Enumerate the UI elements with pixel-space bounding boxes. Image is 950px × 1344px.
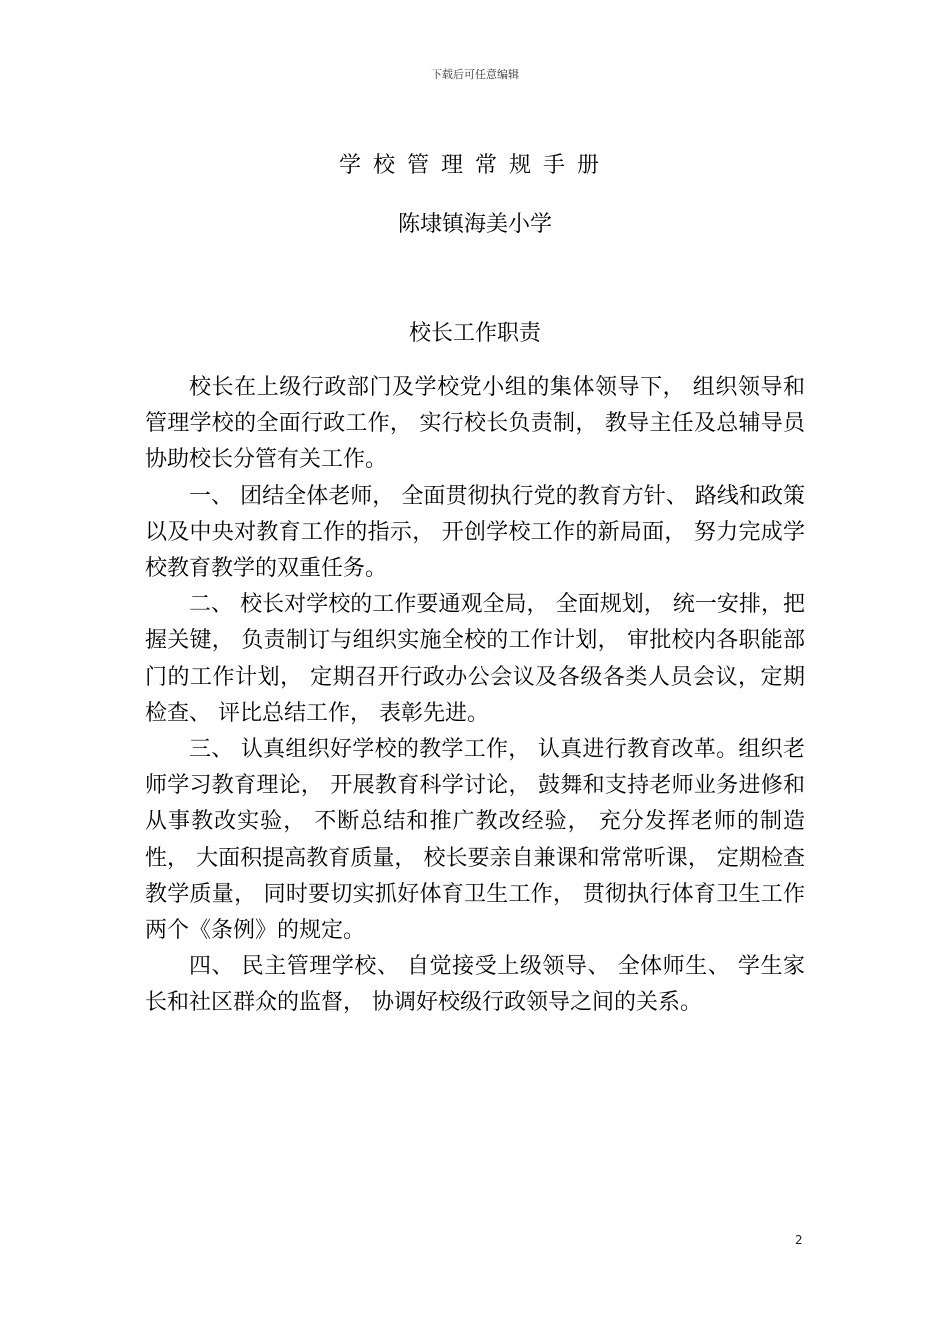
paragraph-item-3: 三、 认真组织好学校的教学工作， 认真进行教育改革。组织老师学习教育理论， 开展教育科学讨论， 鼓舞和支持老师业务进修和从事教改实验， 不断总结和推广教改经验， 充分发挥老师的制造性， 大面积提高教育质量， 校长要亲自兼课和常常听课， 定期检查教学质量， 同时要切实抓好体育卫生工作， 贯彻执行体育卫生工作两个《条例》的规定。	[145, 737, 805, 944]
body-text	[145, 370, 805, 1022]
document-title: 学校管理常规手册	[338, 153, 611, 178]
page-number: 2	[795, 1233, 803, 1247]
header-note: 下载后可任意编辑	[431, 68, 519, 81]
paragraph-item-4: 四、 民主管理学校、 自觉接受上级领导、 全体师生、 学生家长和社区群众的监督， 协调好校级行政领导之间的关系。	[145, 954, 805, 1016]
paragraph-item-1: 一、 团结全体老师， 全面贯彻执行党的教育方针、 路线和政策以及中央对教育工作的指示， 开创学校工作的新局面， 努力完成学校教育教学的双重任务。	[145, 483, 805, 582]
section-title: 校长工作职责	[408, 321, 541, 346]
paragraph-item-2: 二、 校长对学校的工作要通观全局， 全面规划， 统一安排，把握关键， 负责制订与组织实施全校的工作计划， 审批校内各职能部门的工作计划， 定期召开行政办公会议及各级各类人员会议，定期检查、 评比总结工作， 表彰先进。	[145, 592, 805, 726]
document-subtitle: 陈埭镇海美小学	[397, 212, 552, 237]
paragraph-intro: 校长在上级行政部门及学校党小组的集体领导下， 组织领导和管理学校的全面行政工作， 实行校长负责制， 教导主任及总辅导员协助校长分管有关工作。	[145, 375, 805, 473]
